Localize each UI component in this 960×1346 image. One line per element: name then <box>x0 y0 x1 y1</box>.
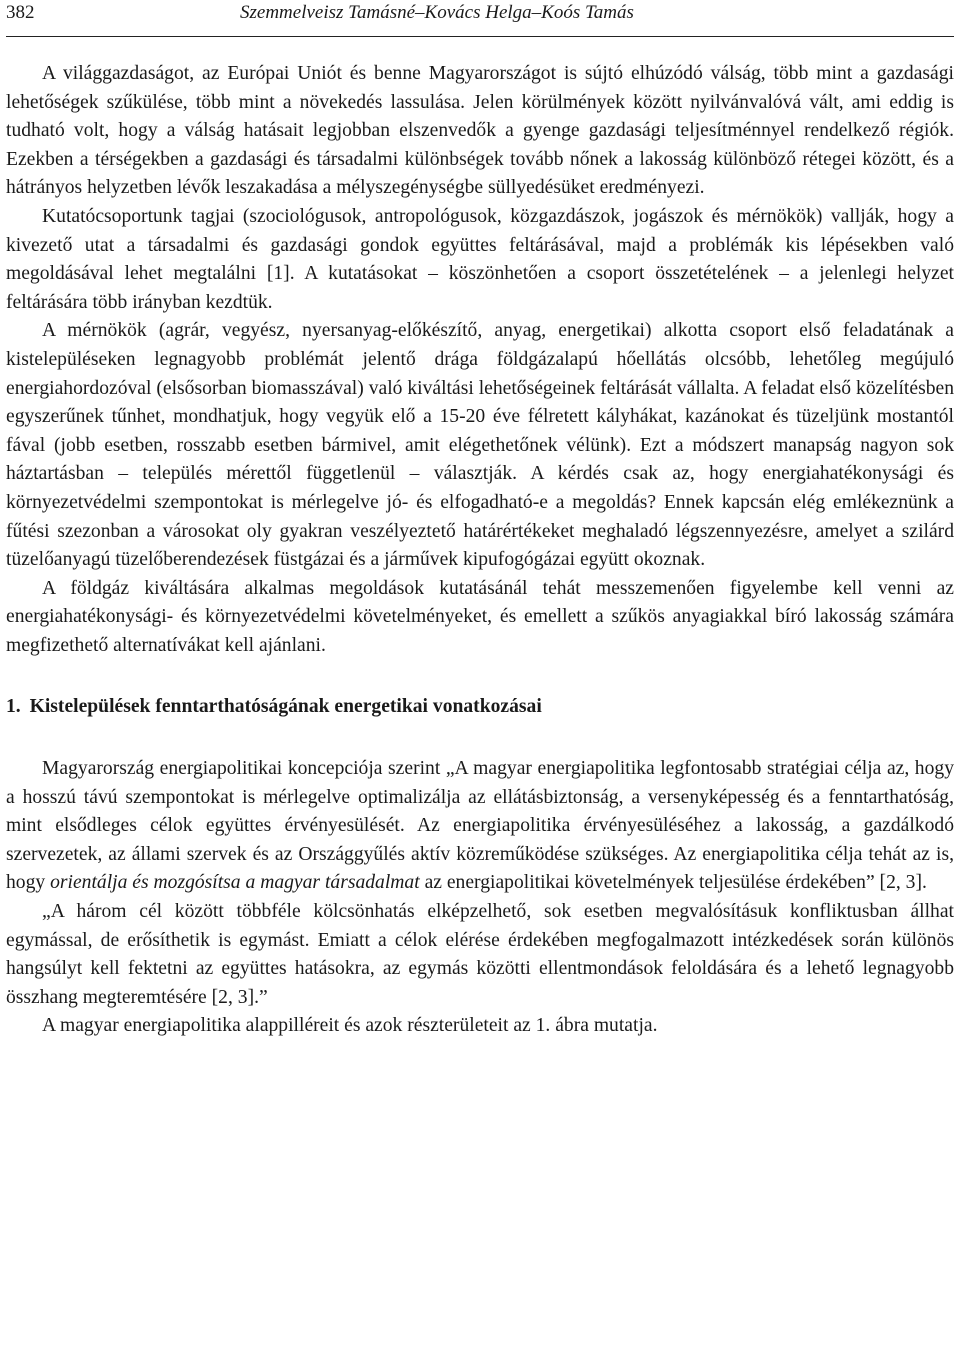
section-title: Kistelepülések fenntarthatóságának energetikai vonatkozásai <box>29 696 542 718</box>
intro-paragraph-4: A földgáz kiváltására alkalmas megoldások kutatásánál tehát messzemenően figyelembe kell venni az energiahatékonysági- és környezetvédelmi követelményeket, és emellett a szűkös anyagiakkal bíró lakosság számára megfizethető alternatívákat kell ajánlani. <box>6 577 954 656</box>
page-body <box>6 60 954 1041</box>
page-header <box>6 0 954 37</box>
running-title: Szemmelveisz Tamásné–Kovács Helga–Koós Tamás <box>240 2 634 23</box>
intro-paragraph-1: A világgazdaságot, az Európai Uniót és benne Magyarországot is sújtó elhúzódó válság, több mint a gazdasági lehetőségek szűkülése, több mint a növekedés lassulása. Jelen körülmények között nyilvánvalóvá vált, ami eddig is tudható volt, hogy a válság hatásait legjobban elszenvedők a gyenge gazdasági teljesítménnyel rendelkező régiók. Ezekben a térségekben a gazdasági és társadalmi különbségek tovább nőnek a lakosság különböző rétegei között, és a hátrányos helyzetben lévők leszakadása a mélyszegénységbe süllyedésüket eredményezi. <box>6 63 954 199</box>
section-paragraph-1-emphasis: orientálja és mozgósítsa a magyar társadalmat <box>50 872 420 894</box>
section-heading <box>6 693 954 722</box>
section-paragraph-3: A magyar energiapolitika alappilléreit és azok részterületeit az 1. ábra mutatja. <box>42 1015 658 1037</box>
section-number: 1. <box>6 696 21 718</box>
section-paragraph-1 <box>6 755 954 898</box>
section-paragraph-1-text-b: az energiapolitikai követelmények teljesülése érdekében” [2, 3]. <box>419 872 927 894</box>
page-number: 382 <box>6 2 35 23</box>
intro-paragraph-2: Kutatócsoportunk tagjai (szociológusok, antropológusok, közgazdászok, jogászok és mérnökök) vallják, hogy a kivezető utat a társadalmi és gazdasági gondok együttes feltárásával, majd a problémák kis lépésekben való megoldásával lehet megtalálni [1]. A kutatásokat – köszönhetően a csoport összetételének – a jelenlegi helyzet feltárására több irányban kezdtük. <box>6 205 954 313</box>
section-paragraph-2: „A három cél között többféle kölcsönhatás elképzelhető, sok esetben megvalósításuk konfliktusban állhat egymással, de erősíthetik is egymást. Emiatt a célok elérése érdekében megfogalmazott intézkedések során különös hangsúlyt kell fektetni az együttes hatásokra, az egymás közötti ellentmondások feloldására és a lehető legnagyobb összhang megteremtésére [2, 3].” <box>6 901 954 1008</box>
intro-paragraph-3: A mérnökök (agrár, vegyész, nyersanyag-előkészítő, anyag, energetikai) alkotta csoport első feladatának a kistelepüléseken legnagyobb problémát jelentő drága földgázalapú hőellátás olcsóbb, lehetőleg megújuló energiahordozóval (elsősorban biomasszával) való kiváltási lehetőségeinek feltárását vállalta. A feladat első közelítésben egyszerűnek tűnhet, mondhatjuk, hogy vegyük elő a 15-20 éve félretett kályhákat, kazánokat és tüzeljünk mostantól fával (jobb esetben, rosszabb esetben bármivel, amit elégethetőnek vélünk). Ezt a módszert manapság nagyon sok háztartásban – település mérettől függetlenül – választják. A kérdés csak az, hogy energiahatékonysági és környezetvédelmi szempontokat is mérlegelve jó- és elfogadható-e a megoldás? Ennek kapcsán elég emlékeznünk a fűtési szezonban a városokat oly gyakran veszélyeztető határértékeket meghaladó légszennyezésre, amelyet a szilárd tüzelőanyagú tüzelőberendezések füstgázai és a járművek kipufogógázai együtt okoznak. <box>6 320 954 571</box>
section-paragraph-1-text-a: Magyarország energiapolitikai koncepciója szerint „A magyar energiapolitika legfontosabb stratégiai célja az, hogy a hosszú távú szempontokat is mérlegelve optimalizálja az ellátásbiztonság, a versenyképesség és a fenntarthatóság, mint elsődleges célok együttes érvényesülését. Az energiapolitika érvényesüléséhez a lakosság, a gazdálkodó szervezetek, az állami szervek és az Országgyűlés aktív közreműködése szükséges. Az energiapolitika célja tehát az is, hogy <box>6 758 954 894</box>
